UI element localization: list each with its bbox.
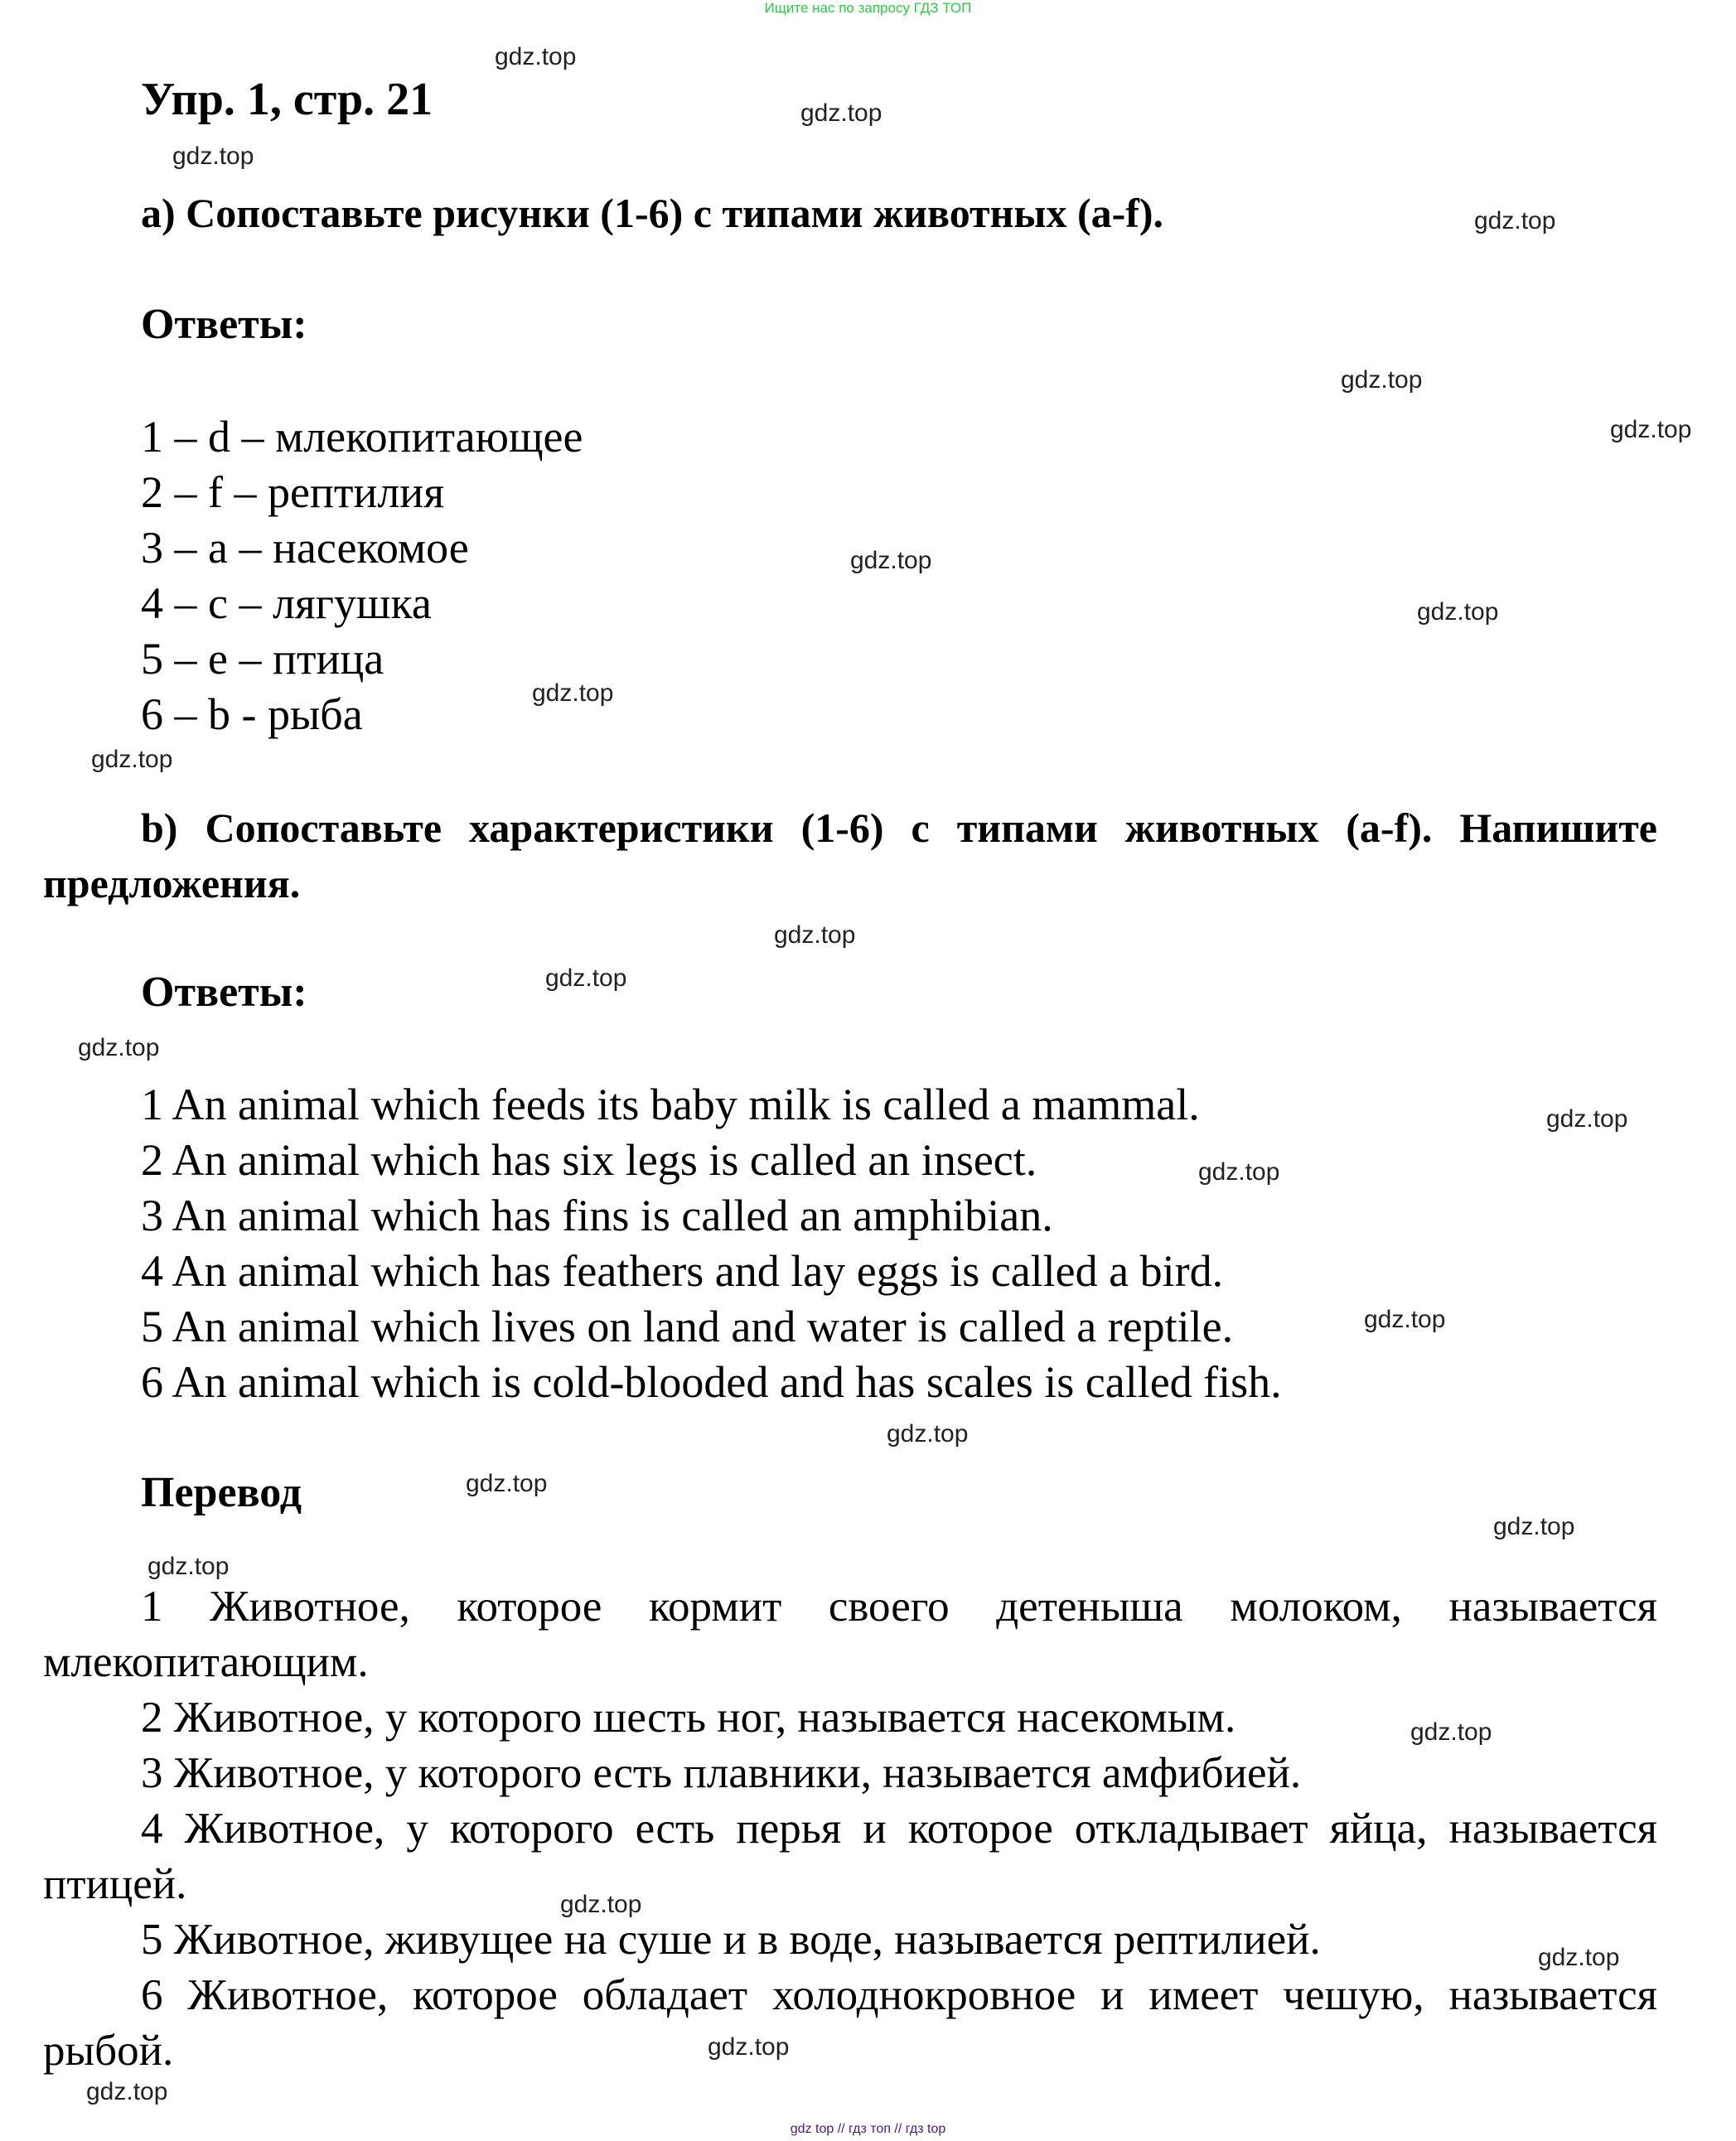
watermark: gdz.top	[1474, 207, 1556, 234]
watermark: gdz.top	[532, 679, 614, 707]
watermark: gdz.top	[1610, 416, 1692, 443]
translation-paragraph: 5 Животное, живущее на суше и в воде, называется рептилией.	[141, 1916, 1321, 1964]
list-item: 6 – b - рыба	[141, 689, 363, 739]
list-item: 2 – f – рептилия	[141, 467, 445, 517]
watermark: gdz.top	[1417, 598, 1499, 626]
part-a-answers-heading: Ответы:	[141, 301, 307, 348]
translation-paragraph: 1 Животное, которое кормит своего детеныша молоком, называется млекопитающим.	[43, 1583, 1657, 1686]
part-b-answer-list	[141, 1077, 1282, 1410]
watermark: gdz.top	[887, 1420, 969, 1447]
list-item: 5 An animal which lives on land and water is called a reptile.	[141, 1302, 1234, 1351]
translation-heading: Перевод	[141, 1469, 302, 1516]
watermark: gdz.top	[91, 746, 173, 773]
watermark: gdz.top	[545, 964, 627, 992]
list-item: 3 An animal which has fins is called an amphibian.	[141, 1191, 1053, 1240]
watermark: gdz.top	[1364, 1306, 1446, 1333]
watermark: gdz.top	[172, 143, 254, 170]
watermark: gdz.top	[147, 1553, 230, 1580]
watermark: gdz.top	[1538, 1944, 1620, 1971]
footer-links: gdz top // гдз топ // гдз top	[790, 2122, 946, 2136]
list-item: 1 An animal which feeds its baby milk is called a mammal.	[141, 1080, 1200, 1129]
translation-paragraph: 2 Животное, у которого шесть ног, называется насекомым.	[141, 1694, 1236, 1742]
part-b-task: b) Сопоставьте характеристики (1-6) с типами животных (a-f). Напишите предложения.	[43, 805, 1657, 906]
watermark: gdz.top	[560, 1891, 642, 1918]
page-title: Упр. 1, стр. 21	[141, 74, 433, 125]
translation-paragraph: 3 Животное, у которого есть плавники, называется амфибией.	[141, 1749, 1302, 1797]
watermark: gdz.top	[86, 2078, 168, 2105]
list-item: 4 An animal which has feathers and lay eggs is called a bird.	[141, 1246, 1224, 1296]
watermark: gdz.top	[708, 2033, 790, 2061]
watermark: gdz.top	[78, 1034, 160, 1061]
watermark: gdz.top	[1341, 366, 1423, 394]
search-promo-banner: Ищите нас по запросу ГДЗ ТОП	[764, 0, 972, 16]
watermark: gdz.top	[774, 921, 856, 949]
watermark: gdz.top	[1198, 1158, 1280, 1186]
part-b-answers-heading: Ответы:	[141, 969, 307, 1016]
watermark: gdz.top	[1493, 1513, 1575, 1540]
translation-paragraph: 4 Животное, у которого есть перья и которое откладывает яйца, называется птицей.	[43, 1805, 1657, 1908]
watermark: gdz.top	[1546, 1105, 1628, 1133]
list-item: 5 – e – птица	[141, 634, 384, 684]
list-item: 6 An animal which is cold-blooded and has scales is called fish.	[141, 1357, 1282, 1407]
part-a-answer-list	[141, 409, 583, 742]
translation-paragraph: 6 Животное, которое обладает холоднокровное и имеет чешую, называется рыбой.	[43, 1971, 1657, 2075]
watermark: gdz.top	[495, 43, 577, 70]
part-a-task: a) Сопоставьте рисунки (1-6) с типами животных (a-f).	[141, 190, 1164, 236]
watermark: gdz.top	[466, 1470, 548, 1497]
list-item: 4 – c – лягушка	[141, 578, 432, 628]
watermark: gdz.top	[1410, 1718, 1492, 1746]
list-item: 3 – a – насекомое	[141, 523, 469, 573]
list-item: 1 – d – млекопитающее	[141, 412, 583, 462]
watermark: gdz.top	[800, 99, 883, 127]
watermark: gdz.top	[850, 547, 932, 574]
list-item: 2 An animal which has six legs is called an insect.	[141, 1135, 1037, 1185]
